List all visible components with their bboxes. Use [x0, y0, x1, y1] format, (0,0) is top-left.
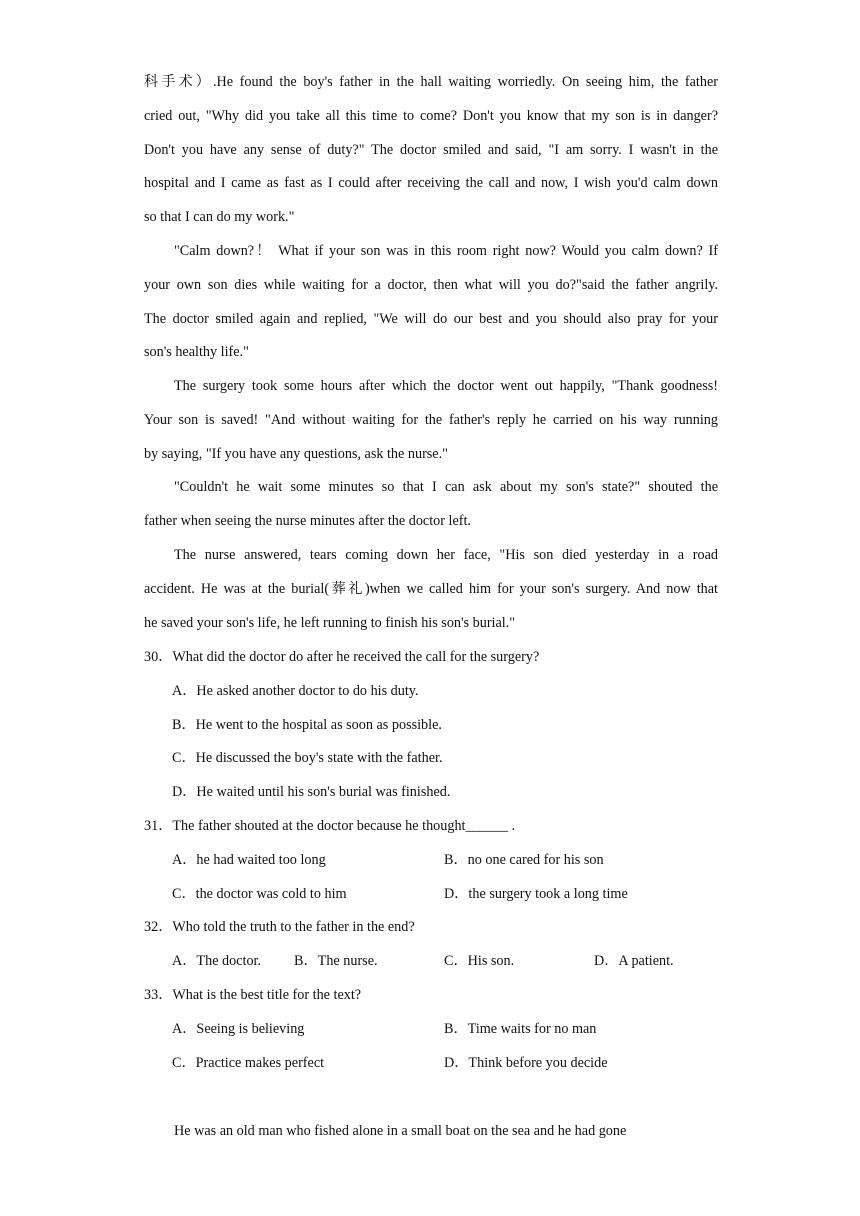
option-30-b: B．He went to the hospital as soon as possible.	[172, 717, 442, 733]
passage-paragraph-3	[144, 370, 718, 471]
text-line: 科手术）.He found the boy's father in the hall waiting worriedly. On seeing him, the father	[144, 74, 718, 90]
option-32-d: D．A patient.	[594, 953, 674, 969]
question-31: 31．The father shouted at the doctor because he thought______ .	[144, 818, 516, 834]
option-32-c: C．His son.	[444, 953, 515, 969]
passage-paragraph-2	[144, 235, 718, 370]
text-line: cried out, "Why did you take all this time to come? Don't you know that my son is in danger?	[144, 107, 718, 124]
text-line: so that I can do my work."	[144, 209, 295, 226]
question-33: 33．What is the best title for the text?	[144, 987, 362, 1003]
option-33-d: D．Think before you decide	[444, 1055, 608, 1071]
text-line: hospital and I came as fast as I could after receiving the call and now, I wish you'd calm down	[144, 175, 718, 192]
option-33-c: C．Practice makes perfect	[172, 1055, 325, 1071]
option-31-c: C．the doctor was cold to him	[172, 886, 347, 902]
text-line: by saying, "If you have any questions, ask the nurse."	[144, 445, 448, 462]
text-line: "Calm down?！ What if your son was in this room right now? Would you calm down? If	[174, 243, 718, 259]
next-passage-first-line: He was an old man who fished alone in a small boat on the sea and he had gone	[174, 1123, 627, 1139]
option-31-d: D．the surgery took a long time	[444, 886, 628, 902]
question-30: 30．What did the doctor do after he received the call for the surgery?	[144, 649, 540, 665]
text-line: Don't you have any sense of duty?" The doctor smiled and said, "I am sorry. I wasn't in the	[144, 141, 718, 158]
text-line: your own son dies while waiting for a doctor, then what will you do?"said the father angrily.	[144, 276, 718, 293]
option-30-a: A．He asked another doctor to do his duty.	[172, 683, 419, 699]
text-line: father when seeing the nurse minutes after the doctor left.	[144, 512, 471, 529]
text-line: accident. He was at the burial(葬礼)when we called him for your son's surgery. And now that	[144, 580, 718, 597]
option-31-a: A．he had waited too long	[172, 852, 326, 868]
text-line: "Couldn't he wait some minutes so that I can ask about my son's state?" shouted the	[174, 479, 718, 495]
text-line: The nurse answered, tears coming down her face, "His son died yesterday in a road	[174, 547, 718, 563]
option-33-a: A．Seeing is believing	[172, 1021, 305, 1037]
option-33-b: B．Time waits for no man	[444, 1021, 597, 1037]
passage-paragraph-4	[144, 471, 718, 539]
text-line: son's healthy life."	[144, 344, 249, 361]
text-line: The doctor smiled again and replied, "We will do our best and you should also pray for your	[144, 310, 718, 327]
option-31-b: B．no one cared for his son	[444, 852, 604, 868]
option-32-a: A．The doctor.	[172, 953, 262, 969]
option-32-b: B．The nurse.	[294, 953, 378, 969]
option-30-d: D．He waited until his son's burial was finished.	[172, 784, 451, 800]
question-32: 32．Who told the truth to the father in the end?	[144, 919, 415, 935]
text-line: Your son is saved! "And without waiting for the father's reply he carried on his way running	[144, 411, 718, 428]
passage-paragraph-5	[144, 539, 718, 640]
text-line: he saved your son's life, he left running to finish his son's burial."	[144, 614, 516, 631]
text-line: The surgery took some hours after which the doctor went out happily, "Thank goodness!	[174, 378, 718, 394]
option-30-c: C．He discussed the boy's state with the father.	[172, 750, 443, 766]
passage-paragraph-1	[144, 66, 718, 235]
